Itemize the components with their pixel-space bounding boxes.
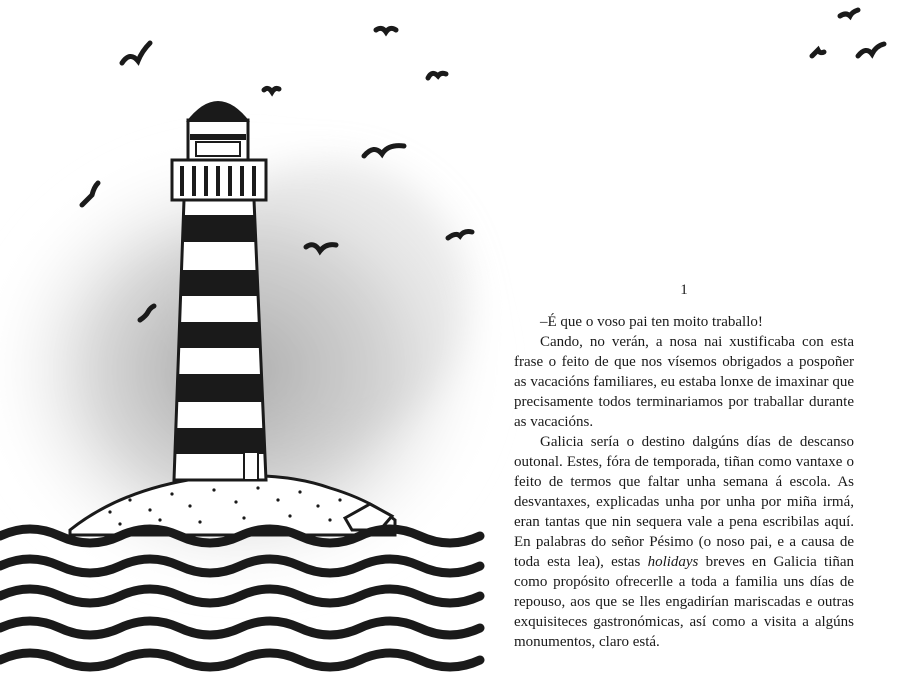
bird-icon [376,28,396,32]
paragraph: –É que o voso pai ten moito traballo! [540,314,763,330]
paragraph-text: Galicia sería o destino dalgúns días de descanso outonal. Estes, fóra de temporada, tiñan como vantaxe o feito de termos que faltar unha semana á escola. As desvantaxes, explicadas unha por unha por miña irmá, eran tantas que nin sequera vale a pena escribilas aquí. En palabras do señor Pésimo (o noso pai, e a causa de toda esta lea), estas [514,434,854,570]
bird-icon [858,44,884,56]
bird-icon [264,88,279,92]
bird-icon [812,50,824,56]
paragraph [514,432,854,652]
bird-icon [840,10,858,16]
italic-word: holidays [647,554,699,570]
chapter-text [514,280,854,652]
bird-icon [122,43,150,63]
paragraph-text: breves en Galicia tiñan como propósito ofrecerlle a toda a familia uns días de repouso, aos que se lles engadirían mariscadas e outras exquisiteces gastronómicas, así como a visita a algúns monumentos, claro está. [514,554,855,650]
paragraph: Cando, no verán, a nosa nai xustificaba con esta frase o feito de que nos vísemos obrigados a pospoñer as vacacións familiares, eu estaba lonxe de imaxinar que precisamente todos terminariamos por traballar durante as vacacións. [514,334,854,430]
chapter-number: 1 [680,282,688,298]
lighthouse-door [244,452,258,480]
bird-icon [428,73,446,78]
bird-icon [364,146,404,156]
